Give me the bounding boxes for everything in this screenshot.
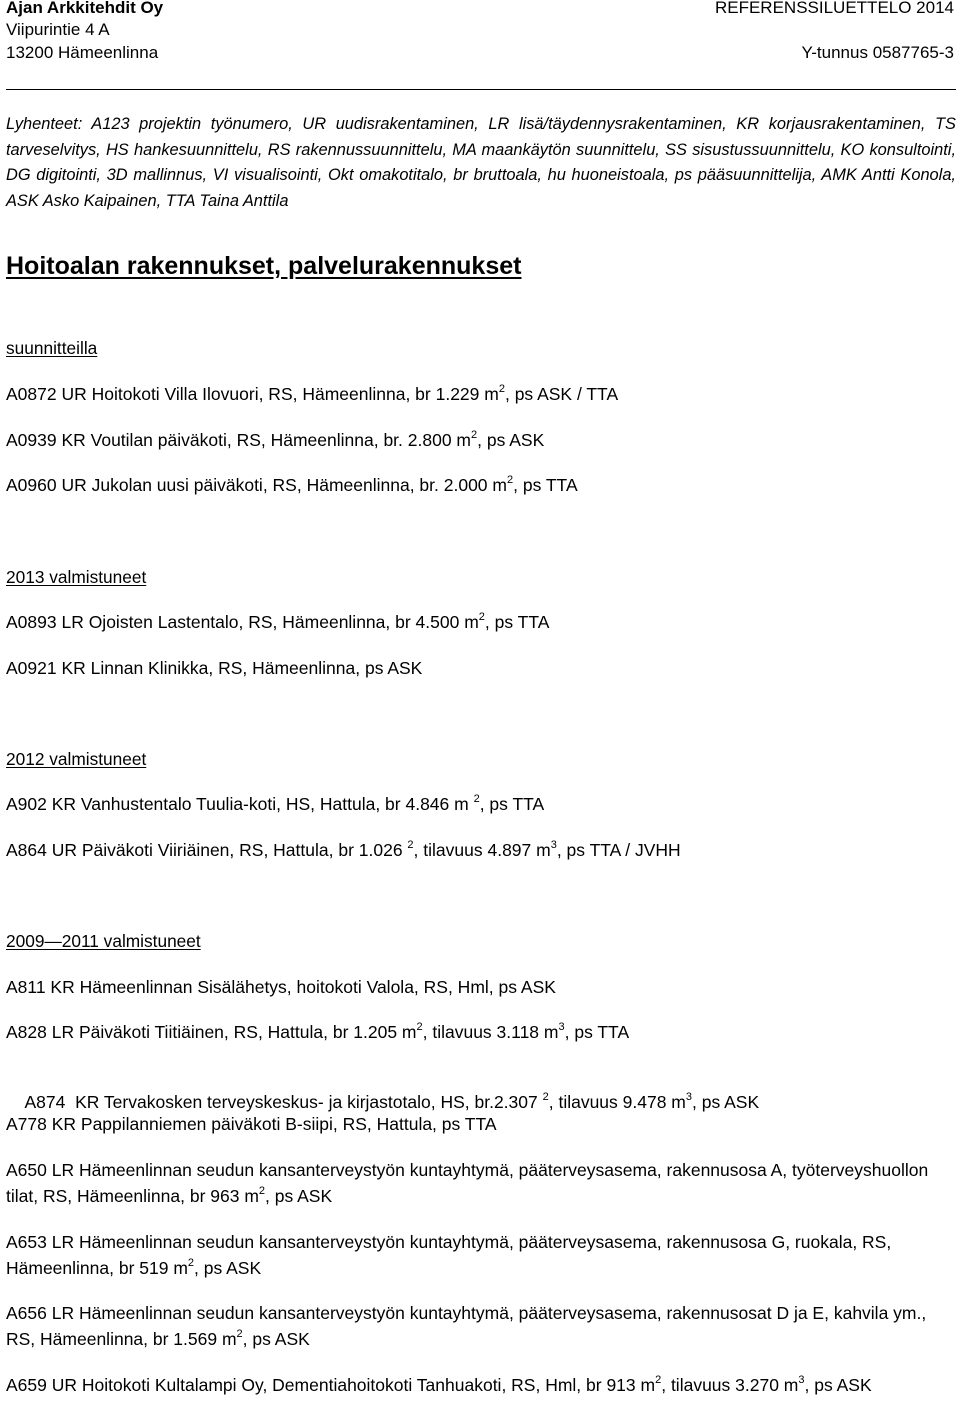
- list-item: A902 KR Vanhustentalo Tuulia-koti, HS, Hattula, br 4.846 m $^2$, ps TTA: [6, 793, 545, 814]
- header-rule: [6, 89, 956, 90]
- list-item: A0893 LR Ojoisten Lastentalo, RS, Hämeenlinna, br 4.500 $m^2$, ps TTA: [6, 611, 550, 632]
- section-heading-planned: suunnitteilla: [6, 338, 98, 358]
- section-heading-2012: 2012 valmistuneet: [6, 749, 147, 769]
- list-item: A659 UR Hoitokoti Kultalampi Oy, Dementiahoitokoti Tanhuakoti, RS, Hml, br 913 $m^2$, tilavuus 3.270 $m^3$, ps ASK: [6, 1374, 872, 1395]
- list-item: A0921 KR Linnan Klinikka, RS, Hämeenlinna, ps ASK: [6, 658, 423, 678]
- page-title: Hoitoalan rakennukset, palvelurakennukset: [6, 252, 522, 280]
- business-id: Y-tunnus 0587765-3: [801, 43, 954, 62]
- list-item: A811 KR Hämeenlinnan Sisälähetys, hoitokoti Valola, RS, Hml, ps ASK: [6, 977, 556, 997]
- list-item: A874 KR Tervakosken terveyskeskus- ja kirjastotalo, HS, br.2.307 $^2$, tilavuus 9.478 $m^3$, ps ASK: [24, 1091, 760, 1112]
- list-item: A778 KR Pappilanniemen päiväkoti B-siipi, RS, Hattula, ps TTA: [6, 1114, 497, 1134]
- list-item: A0939 KR Voutilan päiväkoti, RS, Hämeenlinna, br. 2.800 $m^2$, ps ASK: [6, 429, 545, 450]
- section-heading-2009-2011: 2009—2011 valmistuneet: [6, 931, 201, 951]
- section-heading-2013: 2013 valmistuneet: [6, 567, 147, 587]
- abbreviations-paragraph: Lyhenteet: A123 projektin työnumero, UR uudisrakentaminen, LR lisä/täydennysrakentaminen, KR korjausrakentaminen, TS tarveselvitys, HS hankesuunnittelu, RS rakennussuunnittelu, MA maankäytön suunnittelu, SS sisustussuunnittelu, KO konsultointi, DG digitointi, 3D mallinnus, VI visualisointi, Okt omakotitalo, br bruttoala, hu huoneistoala, ps pääsuunnittelija, AMK Antti Konola, ASK Asko Kaipainen, TTA Taina Anttila: [6, 115, 956, 210]
- list-item: A864 UR Päiväkoti Viiriäinen, RS, Hattula, br 1.026 $^2$, tilavuus 4.897 $m^3$, ps TTA / JVHH: [6, 839, 681, 860]
- company-name: Ajan Arkkitehdit Oy: [6, 0, 164, 17]
- company-street: Viipurintie 4 A: [6, 20, 110, 39]
- list-item: A828 LR Päiväkoti Tiitiäinen, RS, Hattula, br 1.205 $m^2$, tilavuus 3.118 $m^3$, ps TTA: [6, 1021, 630, 1042]
- list-item: A653 LR Hämeenlinnan seudun kansanterveystyön kuntayhtymä, pääterveysasema, rakennusosa G, ruokala, RS, Hämeenlinna, br 519 $m^2$, ps ASK: [6, 1232, 892, 1278]
- list-item: A0960 UR Jukolan uusi päiväkoti, RS, Hämeenlinna, br. 2.000 $m^2$, ps TTA: [6, 474, 578, 495]
- document-title: REFERENSSILUETTELO 2014: [714, 0, 954, 17]
- list-item: A656 LR Hämeenlinnan seudun kansanterveystyön kuntayhtymä, pääterveysasema, rakennusosat D ja E, kahvila ym., RS, Hämeenlinna, br 1.569 $m^2$, ps ASK: [6, 1303, 927, 1349]
- list-item: A0872 UR Hoitokoti Villa Ilovuori, RS, Hämeenlinna, br 1.229 $m^2$, ps ASK / TTA: [6, 383, 619, 404]
- list-item: A650 LR Hämeenlinnan seudun kansanterveystyön kuntayhtymä, pääterveysasema, rakennusosa A, työterveyshuollon tilat, RS, Hämeenlinna, br 963 $m^2$, ps ASK: [6, 1160, 929, 1206]
- company-postal: 13200 Hämeenlinna: [6, 43, 159, 62]
